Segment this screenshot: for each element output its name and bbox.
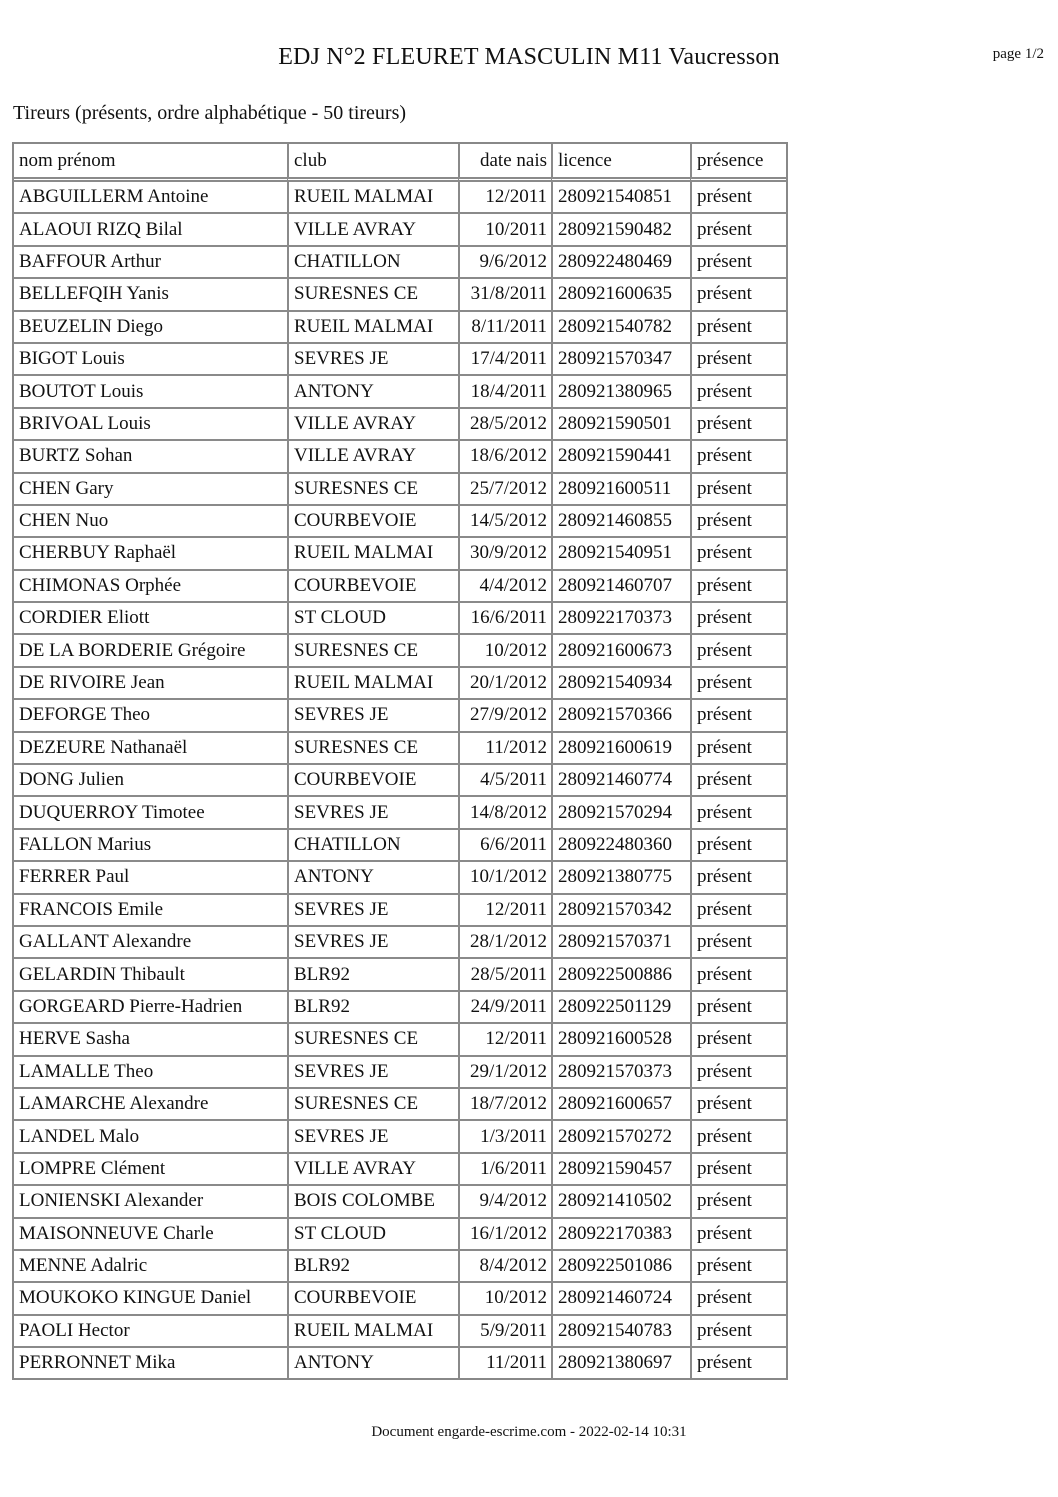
cell-birthdate: 18/7/2012 (458, 1089, 551, 1121)
table-row (14, 247, 786, 279)
document-footer: Document engarde-escrime.com - 2022-02-14 10:31 (371, 1424, 687, 1440)
cell-club: COURBEVOIE (287, 765, 458, 797)
cell-club: COURBEVOIE (287, 1283, 458, 1315)
cell-presence: présent (690, 538, 786, 570)
cell-licence: 280921460724 (551, 1283, 690, 1315)
cell-presence: présent (690, 279, 786, 311)
cell-licence: 280921570272 (551, 1121, 690, 1153)
table-row (14, 409, 786, 441)
cell-licence: 280921600673 (551, 635, 690, 667)
cell-licence: 280921570373 (551, 1057, 690, 1089)
cell-presence: présent (690, 571, 786, 603)
cell-club: VILLE AVRAY (287, 409, 458, 441)
cell-birthdate: 11/2011 (458, 1348, 551, 1378)
cell-licence: 280921600511 (551, 474, 690, 506)
cell-licence: 280921540851 (551, 182, 690, 214)
cell-birthdate: 10/1/2012 (458, 862, 551, 894)
cell-club: BLR92 (287, 992, 458, 1024)
cell-club: RUEIL MALMAI (287, 668, 458, 700)
header-row (14, 144, 786, 182)
cell-name: GORGEARD Pierre-Hadrien (14, 992, 287, 1024)
cell-birthdate: 27/9/2012 (458, 700, 551, 732)
cell-name: LONIENSKI Alexander (14, 1186, 287, 1218)
cell-licence: 280921600619 (551, 733, 690, 765)
cell-licence: 280921570342 (551, 895, 690, 927)
table-row (14, 765, 786, 797)
table-row (14, 1348, 786, 1378)
cell-presence: présent (690, 797, 786, 829)
table-row (14, 441, 786, 473)
table-row (14, 895, 786, 927)
cell-club: RUEIL MALMAI (287, 538, 458, 570)
cell-presence: présent (690, 603, 786, 635)
col-header-licence: licence (551, 144, 690, 182)
cell-birthdate: 4/4/2012 (458, 571, 551, 603)
fencers-table (12, 142, 788, 1380)
cell-birthdate: 25/7/2012 (458, 474, 551, 506)
cell-presence: présent (690, 927, 786, 959)
cell-presence: présent (690, 733, 786, 765)
cell-licence: 280922170383 (551, 1219, 690, 1251)
cell-name: ABGUILLERM Antoine (14, 182, 287, 214)
table-row (14, 733, 786, 765)
cell-presence: présent (690, 1283, 786, 1315)
cell-presence: présent (690, 506, 786, 538)
cell-presence: présent (690, 1121, 786, 1153)
cell-club: VILLE AVRAY (287, 214, 458, 246)
cell-presence: présent (690, 1154, 786, 1186)
cell-club: RUEIL MALMAI (287, 312, 458, 344)
cell-licence: 280921570347 (551, 344, 690, 376)
cell-presence: présent (690, 959, 786, 991)
cell-club: BLR92 (287, 959, 458, 991)
cell-name: LANDEL Malo (14, 1121, 287, 1153)
table-row (14, 312, 786, 344)
cell-birthdate: 9/4/2012 (458, 1186, 551, 1218)
cell-name: DEZEURE Nathanaël (14, 733, 287, 765)
cell-birthdate: 5/9/2011 (458, 1316, 551, 1348)
table-row (14, 376, 786, 408)
cell-birthdate: 6/6/2011 (458, 830, 551, 862)
cell-name: DE RIVOIRE Jean (14, 668, 287, 700)
cell-club: CHATILLON (287, 830, 458, 862)
table-row (14, 182, 786, 214)
table-row (14, 959, 786, 991)
table-row (14, 1316, 786, 1348)
cell-name: FRANCOIS Emile (14, 895, 287, 927)
cell-club: BLR92 (287, 1251, 458, 1283)
cell-name: DONG Julien (14, 765, 287, 797)
cell-name: MENNE Adalric (14, 1251, 287, 1283)
cell-club: SEVRES JE (287, 895, 458, 927)
cell-licence: 280921460855 (551, 506, 690, 538)
cell-licence: 280921590501 (551, 409, 690, 441)
cell-birthdate: 28/5/2012 (458, 409, 551, 441)
cell-name: CHERBUY Raphaël (14, 538, 287, 570)
section-subtitle: Tireurs (présents, ordre alphabétique - 50 tireurs) (13, 102, 407, 124)
cell-presence: présent (690, 1316, 786, 1348)
cell-presence: présent (690, 1089, 786, 1121)
cell-birthdate: 17/4/2011 (458, 344, 551, 376)
cell-presence: présent (690, 1186, 786, 1218)
table-row (14, 700, 786, 732)
cell-birthdate: 4/5/2011 (458, 765, 551, 797)
cell-licence: 280922501129 (551, 992, 690, 1024)
table-header (14, 144, 786, 182)
cell-birthdate: 1/3/2011 (458, 1121, 551, 1153)
table-row (14, 214, 786, 246)
cell-presence: présent (690, 182, 786, 214)
cell-birthdate: 11/2012 (458, 733, 551, 765)
table-row (14, 474, 786, 506)
cell-club: SURESNES CE (287, 279, 458, 311)
cell-name: GELARDIN Thibault (14, 959, 287, 991)
cell-name: GALLANT Alexandre (14, 927, 287, 959)
cell-licence: 280922480360 (551, 830, 690, 862)
cell-club: VILLE AVRAY (287, 1154, 458, 1186)
cell-birthdate: 10/2011 (458, 214, 551, 246)
cell-birthdate: 20/1/2012 (458, 668, 551, 700)
cell-name: CHEN Nuo (14, 506, 287, 538)
cell-licence: 280921380697 (551, 1348, 690, 1378)
table-row (14, 992, 786, 1024)
cell-licence: 280922170373 (551, 603, 690, 635)
cell-name: LOMPRE Clément (14, 1154, 287, 1186)
cell-presence: présent (690, 862, 786, 894)
cell-name: DEFORGE Theo (14, 700, 287, 732)
cell-birthdate: 18/4/2011 (458, 376, 551, 408)
col-header-club: club (287, 144, 458, 182)
cell-birthdate: 28/5/2011 (458, 959, 551, 991)
cell-birthdate: 29/1/2012 (458, 1057, 551, 1089)
cell-presence: présent (690, 1251, 786, 1283)
cell-licence: 280921460707 (551, 571, 690, 603)
cell-name: FERRER Paul (14, 862, 287, 894)
cell-licence: 280922500886 (551, 959, 690, 991)
cell-club: SEVRES JE (287, 700, 458, 732)
table-row (14, 571, 786, 603)
cell-licence: 280921590441 (551, 441, 690, 473)
cell-club: RUEIL MALMAI (287, 182, 458, 214)
cell-club: SEVRES JE (287, 927, 458, 959)
cell-presence: présent (690, 214, 786, 246)
cell-presence: présent (690, 635, 786, 667)
cell-licence: 280921570371 (551, 927, 690, 959)
cell-presence: présent (690, 1024, 786, 1056)
cell-name: BELLEFQIH Yanis (14, 279, 287, 311)
table-row (14, 506, 786, 538)
cell-name: BAFFOUR Arthur (14, 247, 287, 279)
cell-birthdate: 28/1/2012 (458, 927, 551, 959)
cell-licence: 280921540951 (551, 538, 690, 570)
table-row (14, 279, 786, 311)
table-row (14, 538, 786, 570)
cell-club: SURESNES CE (287, 1024, 458, 1056)
cell-club: SURESNES CE (287, 474, 458, 506)
cell-presence: présent (690, 895, 786, 927)
cell-presence: présent (690, 409, 786, 441)
table-row (14, 1154, 786, 1186)
cell-presence: présent (690, 830, 786, 862)
table-row (14, 603, 786, 635)
cell-club: ST CLOUD (287, 1219, 458, 1251)
cell-name: DE LA BORDERIE Grégoire (14, 635, 287, 667)
cell-licence: 280921600528 (551, 1024, 690, 1056)
cell-licence: 280921590482 (551, 214, 690, 246)
col-header-name: nom prénom (14, 144, 287, 182)
cell-birthdate: 16/1/2012 (458, 1219, 551, 1251)
cell-club: CHATILLON (287, 247, 458, 279)
table-row (14, 1057, 786, 1089)
cell-presence: présent (690, 474, 786, 506)
cell-club: SEVRES JE (287, 1057, 458, 1089)
cell-birthdate: 10/2012 (458, 1283, 551, 1315)
cell-club: ANTONY (287, 1348, 458, 1378)
cell-presence: présent (690, 344, 786, 376)
cell-licence: 280921600657 (551, 1089, 690, 1121)
cell-birthdate: 1/6/2011 (458, 1154, 551, 1186)
cell-birthdate: 12/2011 (458, 182, 551, 214)
cell-presence: présent (690, 312, 786, 344)
cell-name: BOUTOT Louis (14, 376, 287, 408)
cell-name: BEUZELIN Diego (14, 312, 287, 344)
cell-licence: 280921460774 (551, 765, 690, 797)
cell-birthdate: 24/9/2011 (458, 992, 551, 1024)
cell-name: PAOLI Hector (14, 1316, 287, 1348)
cell-name: DUQUERROY Timotee (14, 797, 287, 829)
cell-licence: 280921540783 (551, 1316, 690, 1348)
cell-name: CHIMONAS Orphée (14, 571, 287, 603)
table-row (14, 1089, 786, 1121)
cell-presence: présent (690, 441, 786, 473)
cell-birthdate: 14/5/2012 (458, 506, 551, 538)
cell-birthdate: 31/8/2011 (458, 279, 551, 311)
page-title: EDJ N°2 FLEURET MASCULIN M11 Vaucresson (278, 44, 780, 70)
cell-birthdate: 12/2011 (458, 1024, 551, 1056)
col-header-presence: présence (690, 144, 786, 182)
cell-name: CORDIER Eliott (14, 603, 287, 635)
table-row (14, 668, 786, 700)
table-row (14, 830, 786, 862)
cell-licence: 280921600635 (551, 279, 690, 311)
cell-name: LAMARCHE Alexandre (14, 1089, 287, 1121)
cell-birthdate: 30/9/2012 (458, 538, 551, 570)
col-header-birthdate: date nais (458, 144, 551, 182)
cell-club: ANTONY (287, 862, 458, 894)
table-body (14, 182, 786, 1378)
cell-club: SEVRES JE (287, 797, 458, 829)
table-row (14, 635, 786, 667)
cell-name: ALAOUI RIZQ Bilal (14, 214, 287, 246)
cell-name: CHEN Gary (14, 474, 287, 506)
cell-licence: 280921590457 (551, 1154, 690, 1186)
cell-presence: présent (690, 700, 786, 732)
cell-presence: présent (690, 1219, 786, 1251)
table-row (14, 344, 786, 376)
table-row (14, 1186, 786, 1218)
cell-presence: présent (690, 247, 786, 279)
cell-presence: présent (690, 1348, 786, 1378)
table-row (14, 862, 786, 894)
cell-club: COURBEVOIE (287, 571, 458, 603)
table-row (14, 797, 786, 829)
cell-name: HERVE Sasha (14, 1024, 287, 1056)
cell-club: SURESNES CE (287, 635, 458, 667)
cell-licence: 280921570366 (551, 700, 690, 732)
cell-club: RUEIL MALMAI (287, 1316, 458, 1348)
cell-licence: 280922501086 (551, 1251, 690, 1283)
cell-presence: présent (690, 992, 786, 1024)
cell-birthdate: 10/2012 (458, 635, 551, 667)
cell-presence: présent (690, 765, 786, 797)
page-number: page 1/2 (992, 46, 1044, 62)
cell-club: SEVRES JE (287, 344, 458, 376)
cell-licence: 280921380965 (551, 376, 690, 408)
cell-licence: 280921540934 (551, 668, 690, 700)
cell-licence: 280921540782 (551, 312, 690, 344)
cell-name: PERRONNET Mika (19, 1352, 176, 1374)
cell-name: FALLON Marius (14, 830, 287, 862)
cell-licence: 280921380775 (551, 862, 690, 894)
cell-presence: présent (690, 1057, 786, 1089)
table-row (14, 1283, 786, 1315)
cell-licence: 280921410502 (551, 1186, 690, 1218)
cell-birthdate: 8/4/2012 (458, 1251, 551, 1283)
cell-club: BOIS COLOMBE (287, 1186, 458, 1218)
cell-club: ST CLOUD (287, 603, 458, 635)
cell-presence: présent (690, 376, 786, 408)
cell-club: SURESNES CE (287, 1089, 458, 1121)
cell-birthdate: 12/2011 (458, 895, 551, 927)
cell-club: VILLE AVRAY (287, 441, 458, 473)
cell-name: BRIVOAL Louis (14, 409, 287, 441)
cell-birthdate: 9/6/2012 (458, 247, 551, 279)
table-row (14, 1024, 786, 1056)
table-row (14, 1251, 786, 1283)
cell-club: COURBEVOIE (287, 506, 458, 538)
cell-licence: 280921570294 (551, 797, 690, 829)
cell-name: MAISONNEUVE Charle (14, 1219, 287, 1251)
cell-presence: présent (690, 668, 786, 700)
table-row (14, 1121, 786, 1153)
table-row (14, 927, 786, 959)
cell-club: ANTONY (287, 376, 458, 408)
cell-licence: 280922480469 (551, 247, 690, 279)
cell-birthdate: 18/6/2012 (458, 441, 551, 473)
table-row (14, 1219, 786, 1251)
cell-name: LAMALLE Theo (14, 1057, 287, 1089)
cell-club: SEVRES JE (287, 1121, 458, 1153)
cell-name: BIGOT Louis (14, 344, 287, 376)
cell-birthdate: 8/11/2011 (458, 312, 551, 344)
cell-birthdate: 16/6/2011 (458, 603, 551, 635)
cell-birthdate: 14/8/2012 (458, 797, 551, 829)
cell-club: SURESNES CE (287, 733, 458, 765)
cell-name: MOUKOKO KINGUE Daniel (14, 1283, 287, 1315)
cell-name: BURTZ Sohan (14, 441, 287, 473)
